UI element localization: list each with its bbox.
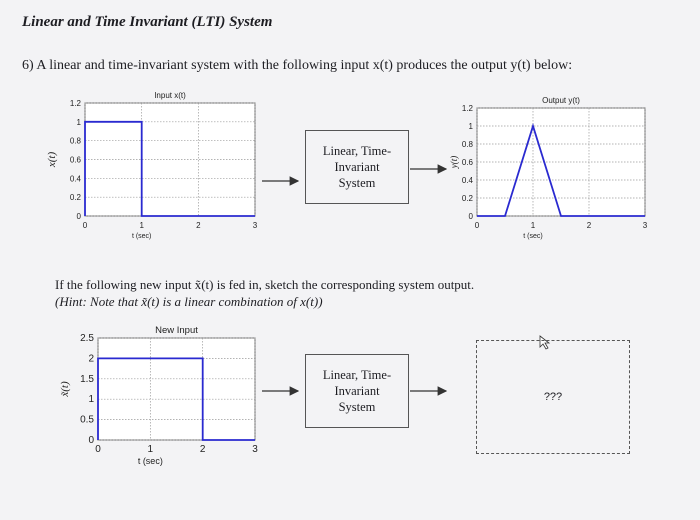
output-plot-ytick: 0.8 xyxy=(461,140,473,149)
input-plot-ytick: 0.2 xyxy=(69,193,81,203)
output-plot-ytick: 0 xyxy=(468,212,473,221)
input-plot-xtick: 0 xyxy=(82,221,88,230)
new-input-plot-ytick: 1.5 xyxy=(80,373,94,385)
instruction-block xyxy=(55,276,474,310)
new-input-plot-xtick: 0 xyxy=(95,444,101,455)
new-input-plot-ytick: 0.5 xyxy=(80,414,94,426)
output-plot-ylabel: y(t) xyxy=(449,155,459,169)
new-input-plot-xlabel: t (sec) xyxy=(137,456,163,466)
new-input-plot-ylabel: x̃(t) xyxy=(59,381,71,397)
output-plot-title: Output y(t) xyxy=(542,96,580,105)
input-plot-xtick: 3 xyxy=(252,221,258,230)
output-plot-xtick: 2 xyxy=(586,221,592,230)
input-plot-ytick: 0.8 xyxy=(69,136,81,146)
output-plot-ytick: 1.2 xyxy=(461,104,473,113)
new-input-plot-ytick: 1 xyxy=(88,394,94,406)
new-input-plot-ytick: 2 xyxy=(88,353,94,365)
input-plot-xlabel: t (sec) xyxy=(131,233,152,240)
output-plot-xtick: 3 xyxy=(642,221,648,230)
lti-system-box-1: Linear, Time- Invariant System xyxy=(305,130,409,204)
question-text: 6) A linear and time-invariant system with the following input x(t) produces the output y(t) below: xyxy=(22,58,573,73)
output-plot-ytick: 1 xyxy=(468,122,473,131)
output-plot-ytick: 0.6 xyxy=(461,158,473,167)
output-plot-xlabel: t (sec) xyxy=(523,233,543,240)
input-plot-ytick: 1 xyxy=(76,117,81,127)
output-plot-xtick: 1 xyxy=(530,221,536,230)
hint-text: (Hint: Note that x̃(t) is a linear combination of x(t)) xyxy=(55,294,323,309)
page-title: Linear and Time Invariant (LTI) System xyxy=(22,14,273,30)
input-plot-ytick: 0.6 xyxy=(69,155,81,165)
new-input-plot-xtick: 2 xyxy=(199,444,206,455)
new-input-plot-title: New Input xyxy=(155,325,198,336)
new-input-plot-xtick: 3 xyxy=(252,444,258,455)
output-plot-ytick: 0.4 xyxy=(461,176,473,185)
input-plot-ylabel: x(t) xyxy=(46,151,58,168)
input-plot-ytick: 1.2 xyxy=(69,99,81,108)
new-input-plot-ytick: 0 xyxy=(88,435,94,446)
input-plot-xtick: 1 xyxy=(139,221,144,230)
new-input-plot-ytick: 2.5 xyxy=(80,333,94,344)
answer-box[interactable] xyxy=(476,340,630,454)
output-plot-ytick: 0.2 xyxy=(461,194,473,203)
input-plot-ytick: 0 xyxy=(76,212,81,221)
input-plot-title: Input x(t) xyxy=(154,91,186,100)
input-plot-ytick: 0.4 xyxy=(69,174,81,184)
new-input-plot-xtick: 1 xyxy=(147,444,154,455)
output-plot-xtick: 0 xyxy=(474,221,480,230)
instruction-text: If the following new input x̃(t) is fed in, sketch the corresponding system output. xyxy=(55,277,475,292)
input-plot-xtick: 2 xyxy=(196,221,201,230)
lti-system-box-2: Linear, Time- Invariant System xyxy=(305,354,409,428)
unknown-output-label: ??? xyxy=(543,391,563,403)
new-input-plot-frame xyxy=(98,338,255,440)
